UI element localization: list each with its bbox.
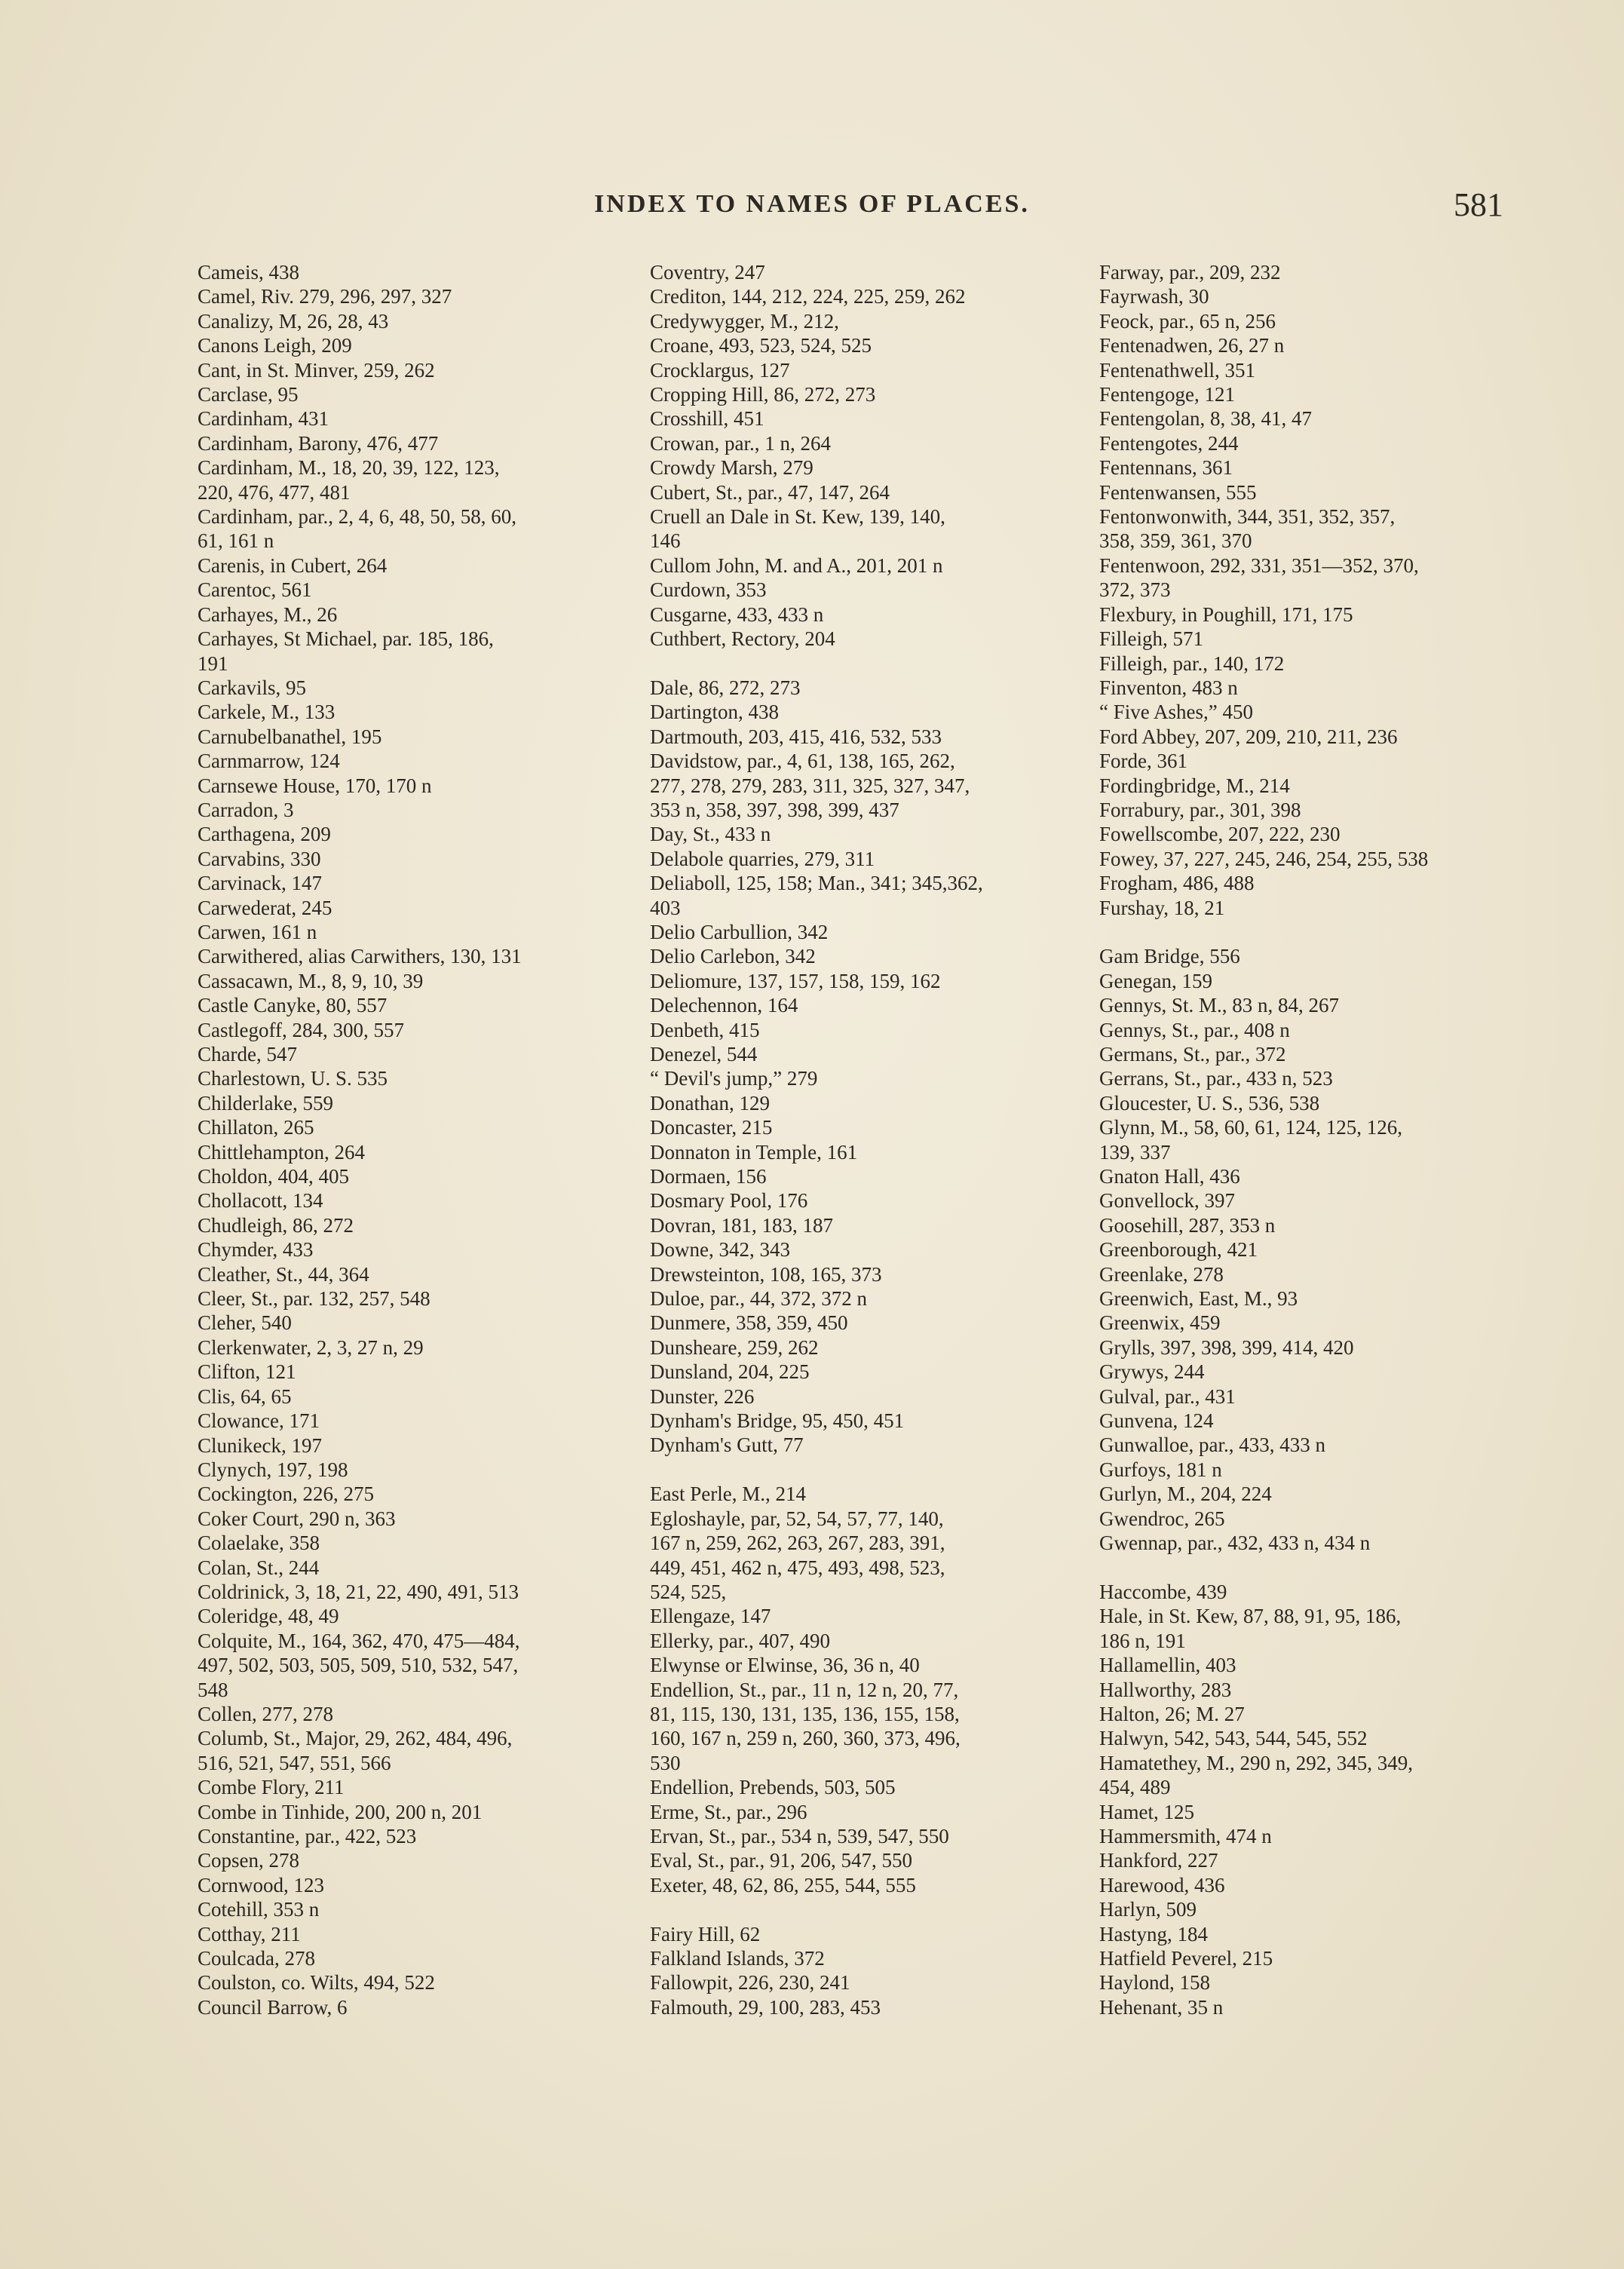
index-entry: 548: [198, 1678, 228, 1701]
index-entry: Carhayes, M., 26: [198, 603, 338, 626]
index-entry: Hatfield Peverel, 215: [1099, 1947, 1273, 1970]
index-entry: Crediton, 144, 212, 224, 225, 259, 262: [650, 285, 966, 308]
index-entry: Frogham, 486, 488: [1099, 872, 1255, 895]
index-entry: Grywys, 244: [1099, 1360, 1205, 1384]
index-entry: Coventry, 247: [650, 261, 765, 284]
index-entry: Chymder, 433: [198, 1238, 314, 1262]
page-number: 581: [1454, 186, 1503, 223]
index-entry: Day, St., 433 n: [650, 823, 771, 846]
index-column-3: [1099, 260, 1544, 2019]
index-entry: Cruell an Dale in St. Kew, 139, 140,: [650, 505, 945, 529]
index-entry: Colan, St., 244: [198, 1556, 320, 1579]
index-entry: Fentenwansen, 555: [1099, 480, 1257, 504]
section-gap: [1099, 1556, 1544, 1580]
index-entry: Crowan, par., 1 n, 264: [650, 431, 831, 455]
index-entry: Carhayes, St Michael, par. 185, 186,: [198, 627, 494, 651]
index-entry: Finventon, 483 n: [1099, 676, 1238, 699]
index-entry: Halwyn, 542, 543, 544, 545, 552: [1099, 1727, 1368, 1750]
index-entry: Fentengoge, 121: [1099, 383, 1235, 406]
index-entry: Haccombe, 439: [1099, 1580, 1227, 1603]
index-entry: Haylond, 158: [1099, 1971, 1210, 1995]
index-entry: Carradon, 3: [198, 798, 294, 821]
index-entry: Credywygger, M., 212,: [650, 309, 839, 333]
index-entry: Eval, St., par., 91, 206, 547, 550: [650, 1849, 912, 1872]
index-entry: Delechennon, 164: [650, 994, 798, 1017]
index-entry: 61, 161 n: [198, 529, 274, 553]
index-entry: Chittlehampton, 264: [198, 1140, 365, 1164]
index-entry: Fentenadwen, 26, 27 n: [1099, 334, 1285, 357]
index-entry: Carnsewe House, 170, 170 n: [198, 774, 432, 797]
index-entry: Carclase, 95: [198, 383, 299, 406]
index-entry: Dovran, 181, 183, 187: [650, 1213, 833, 1237]
index-entry: Denbeth, 415: [650, 1018, 760, 1041]
index-entry: 497, 502, 503, 505, 509, 510, 532, 547,: [198, 1654, 519, 1677]
index-entry: Coldrinick, 3, 18, 21, 22, 490, 491, 513: [198, 1580, 519, 1603]
index-entry: Combe Flory, 211: [198, 1776, 345, 1799]
index-entry: Doncaster, 215: [650, 1116, 773, 1139]
index-entry: Delabole quarries, 279, 311: [650, 847, 875, 870]
index-entry: Castlegoff, 284, 300, 557: [198, 1018, 404, 1041]
index-entry: Greenwich, East, M., 93: [1099, 1287, 1298, 1311]
index-entry: Choldon, 404, 405: [198, 1165, 350, 1188]
index-entry: Gwendroc, 265: [1099, 1507, 1225, 1530]
index-entry: Germans, St., par., 372: [1099, 1042, 1286, 1066]
index-entry: Gulval, par., 431: [1099, 1384, 1236, 1408]
index-entry: Carkavils, 95: [198, 676, 306, 699]
index-entry: Carentoc, 561: [198, 578, 312, 602]
index-entry: Fentennans, 361: [1099, 456, 1233, 480]
index-entry: 220, 476, 477, 481: [198, 480, 351, 504]
index-entry: Clerkenwater, 2, 3, 27 n, 29: [198, 1335, 424, 1359]
index-entry: Fordingbridge, M., 214: [1099, 774, 1290, 797]
index-column-2: [650, 260, 1095, 2019]
index-entry: Cockington, 226, 275: [198, 1483, 374, 1506]
index-entry: Downe, 342, 343: [650, 1238, 790, 1262]
index-entry: Cameis, 438: [198, 261, 299, 284]
index-entry: Cornwood, 123: [198, 1873, 324, 1896]
index-entry: Chollacott, 134: [198, 1189, 323, 1213]
index-entry: Fentonwonwith, 344, 351, 352, 357,: [1099, 505, 1396, 529]
index-entry: Cardinham, par., 2, 4, 6, 48, 50, 58, 60,: [198, 505, 516, 529]
index-entry: 403: [650, 896, 681, 919]
index-entry: Coulston, co. Wilts, 494, 522: [198, 1971, 435, 1995]
index-entry: Canons Leigh, 209: [198, 334, 352, 357]
index-entry: Carenis, in Cubert, 264: [198, 553, 388, 577]
index-entry: Cleer, St., par. 132, 257, 548: [198, 1287, 431, 1311]
section-gap: [1099, 920, 1544, 944]
index-entry: Dunsheare, 259, 262: [650, 1335, 819, 1359]
index-entry: 516, 521, 547, 551, 566: [198, 1751, 391, 1774]
index-entry: Camel, Riv. 279, 296, 297, 327: [198, 285, 452, 308]
index-entry: Furshay, 18, 21: [1099, 896, 1225, 919]
index-entry: Ford Abbey, 207, 209, 210, 211, 236: [1099, 725, 1398, 748]
index-entry: Hamet, 125: [1099, 1800, 1194, 1823]
index-entry: Columb, St., Major, 29, 262, 484, 496,: [198, 1727, 513, 1750]
index-entry: Cleher, 540: [198, 1311, 292, 1335]
index-entry: Dosmary Pool, 176: [650, 1189, 808, 1213]
index-entry: Ellengaze, 147: [650, 1605, 771, 1628]
index-entry: Filleigh, par., 140, 172: [1099, 652, 1285, 675]
index-entry: Crocklargus, 127: [650, 358, 790, 382]
index-entry: Gonvellock, 397: [1099, 1189, 1235, 1213]
index-entry: Clis, 64, 65: [198, 1384, 292, 1408]
index-entry: 277, 278, 279, 283, 311, 325, 327, 347,: [650, 774, 970, 797]
index-entry: Drewsteinton, 108, 165, 373: [650, 1262, 882, 1286]
index-entry: Hallworthy, 283: [1099, 1678, 1232, 1701]
index-entry: Genegan, 159: [1099, 969, 1212, 992]
index-entry: “ Devil's jump,” 279: [650, 1067, 818, 1090]
index-entry: Farway, par., 209, 232: [1099, 261, 1281, 284]
index-entry: Dunster, 226: [650, 1384, 755, 1408]
index-entry: Harlyn, 509: [1099, 1898, 1197, 1921]
index-entry: “ Five Ashes,” 450: [1099, 701, 1253, 724]
index-entry: Endellion, Prebends, 503, 505: [650, 1776, 896, 1799]
index-entry: Clifton, 121: [198, 1360, 296, 1384]
index-entry: Duloe, par., 44, 372, 372 n: [650, 1287, 867, 1311]
index-entry: 524, 525,: [650, 1580, 727, 1603]
index-entry: 146: [650, 529, 681, 553]
index-entry: Denezel, 544: [650, 1042, 758, 1066]
index-entry: East Perle, M., 214: [650, 1483, 806, 1506]
index-entry: Cleather, St., 44, 364: [198, 1262, 369, 1286]
index-entry: Glynn, M., 58, 60, 61, 124, 125, 126,: [1099, 1116, 1403, 1139]
index-entry: Gloucester, U. S., 536, 538: [1099, 1091, 1320, 1115]
index-entry: Carwederat, 245: [198, 896, 332, 919]
index-entry: Fayrwash, 30: [1099, 285, 1209, 308]
index-entry: Gerrans, St., par., 433 n, 523: [1099, 1067, 1333, 1090]
index-entry: Falmouth, 29, 100, 283, 453: [650, 1995, 881, 2019]
index-entry: Cardinham, M., 18, 20, 39, 122, 123,: [198, 456, 500, 480]
index-entry: Grylls, 397, 398, 399, 414, 420: [1099, 1335, 1354, 1359]
index-entry: 191: [198, 652, 228, 675]
index-entry: Deliomure, 137, 157, 158, 159, 162: [650, 969, 941, 992]
index-entry: Dartmouth, 203, 415, 416, 532, 533: [650, 725, 942, 748]
index-entry: Carkele, M., 133: [198, 701, 336, 724]
index-entry: Chudleigh, 86, 272: [198, 1213, 354, 1237]
index-entry: 449, 451, 462 n, 475, 493, 498, 523,: [650, 1556, 945, 1579]
index-entry: Coker Court, 290 n, 363: [198, 1507, 396, 1530]
index-entry: Hale, in St. Kew, 87, 88, 91, 95, 186,: [1099, 1605, 1402, 1628]
index-entry: Fentenathwell, 351: [1099, 358, 1255, 382]
index-entry: Deliaboll, 125, 158; Man., 341; 345,362,: [650, 872, 983, 895]
index-entry: Canalizy, M, 26, 28, 43: [198, 309, 389, 333]
index-entry: Gurlyn, M., 204, 224: [1099, 1483, 1272, 1506]
index-entry: 160, 167 n, 259 n, 260, 360, 373, 496,: [650, 1727, 961, 1750]
index-entry: Copsen, 278: [198, 1849, 299, 1872]
index-entry: 358, 359, 361, 370: [1099, 529, 1252, 553]
index-entry: Egloshayle, par, 52, 54, 57, 77, 140,: [650, 1507, 944, 1530]
index-entry: Erme, St., par., 296: [650, 1800, 807, 1823]
index-entry: 353 n, 358, 397, 398, 399, 437: [650, 798, 899, 821]
index-entry: Fowey, 37, 227, 245, 246, 254, 255, 538: [1099, 847, 1429, 870]
index-entry: Carvabins, 330: [198, 847, 321, 870]
index-entry: Gwennap, par., 432, 433 n, 434 n: [1099, 1532, 1371, 1555]
index-entry: Greenwix, 459: [1099, 1311, 1221, 1335]
index-entry: Cullom John, M. and A., 201, 201 n: [650, 553, 943, 577]
index-entry: Dartington, 438: [650, 701, 779, 724]
index-entry: Clunikeck, 197: [198, 1433, 322, 1457]
index-entry: Donathan, 129: [650, 1091, 770, 1115]
index-entry: Fallowpit, 226, 230, 241: [650, 1971, 850, 1995]
index-entry: Gunwalloe, par., 433, 433 n: [1099, 1433, 1325, 1457]
index-entry: Cuthbert, Rectory, 204: [650, 627, 835, 651]
index-entry: Cubert, St., par., 47, 147, 264: [650, 480, 890, 504]
index-entry: Halton, 26; M. 27: [1099, 1702, 1245, 1725]
index-entry: Dale, 86, 272, 273: [650, 676, 801, 699]
index-entry: Exeter, 48, 62, 86, 255, 544, 555: [650, 1873, 916, 1896]
index-entry: 454, 489: [1099, 1776, 1171, 1799]
index-entry: Carwen, 161 n: [198, 920, 317, 943]
index-entry: Delio Carlebon, 342: [650, 945, 816, 968]
index-entry: Dormaen, 156: [650, 1165, 767, 1188]
index-entry: Charlestown, U. S. 535: [198, 1067, 388, 1090]
index-entry: 81, 115, 130, 131, 135, 136, 155, 158,: [650, 1702, 960, 1725]
section-gap: [650, 1458, 1095, 1482]
index-entry: Crosshill, 451: [650, 407, 765, 431]
index-entry: Gam Bridge, 556: [1099, 945, 1240, 968]
index-entry: Fowellscombe, 207, 222, 230: [1099, 823, 1341, 846]
index-entry: Coleridge, 48, 49: [198, 1605, 339, 1628]
index-entry: Dunsland, 204, 225: [650, 1360, 810, 1384]
index-entry: Fentenwoon, 292, 331, 351—352, 370,: [1099, 553, 1419, 577]
index-entry: Council Barrow, 6: [198, 1995, 348, 2019]
index-entry: Delio Carbullion, 342: [650, 920, 829, 943]
index-entry: Cardinham, 431: [198, 407, 329, 431]
index-entry: Forrabury, par., 301, 398: [1099, 798, 1301, 821]
index-entry: Combe in Tinhide, 200, 200 n, 201: [198, 1800, 483, 1823]
index-entry: Carwithered, alias Carwithers, 130, 131: [198, 945, 522, 968]
index-entry: Cropping Hill, 86, 272, 273: [650, 383, 876, 406]
index-entry: Crowdy Marsh, 279: [650, 456, 814, 480]
index-entry: Curdown, 353: [650, 578, 767, 602]
index-entry: Hankford, 227: [1099, 1849, 1218, 1872]
index-entry: 372, 373: [1099, 578, 1171, 602]
index-entry: Hammersmith, 474 n: [1099, 1824, 1272, 1847]
index-entry: Davidstow, par., 4, 61, 138, 165, 262,: [650, 750, 955, 773]
index-column-1: [198, 260, 642, 2019]
index-entry: Clowance, 171: [198, 1409, 320, 1433]
index-entry: 167 n, 259, 262, 263, 267, 283, 391,: [650, 1532, 945, 1555]
index-entry: Endellion, St., par., 11 n, 12 n, 20, 77,: [650, 1678, 959, 1701]
index-entry: Cusgarne, 433, 433 n: [650, 603, 824, 626]
index-entry: Donnaton in Temple, 161: [650, 1140, 858, 1164]
index-entry: Croane, 493, 523, 524, 525: [650, 334, 872, 357]
index-entry: Cotthay, 211: [198, 1922, 301, 1946]
index-entry: Gunvena, 124: [1099, 1409, 1214, 1433]
index-entry: Gnaton Hall, 436: [1099, 1165, 1240, 1188]
running-title: INDEX TO NAMES OF PLACES.: [594, 190, 1030, 218]
index-entry: Elwynse or Elwinse, 36, 36 n, 40: [650, 1654, 920, 1677]
index-entry: Falkland Islands, 372: [650, 1946, 825, 1970]
index-entry: Hamatethey, M., 290 n, 292, 345, 349,: [1099, 1751, 1413, 1774]
index-entry: Cant, in St. Minver, 259, 262: [198, 358, 435, 382]
index-entry: Carthagena, 209: [198, 823, 331, 846]
index-entry: Flexbury, in Poughill, 171, 175: [1099, 603, 1353, 626]
index-entry: Hastyng, 184: [1099, 1922, 1208, 1946]
index-entry: Gennys, St. M., 83 n, 84, 267: [1099, 994, 1340, 1017]
index-entry: Clynych, 197, 198: [198, 1458, 348, 1481]
index-entry: Collen, 277, 278: [198, 1702, 333, 1725]
index-entry: 530: [650, 1751, 681, 1774]
index-entry: Coulcada, 278: [198, 1947, 315, 1970]
index-entry: Gurfoys, 181 n: [1099, 1458, 1222, 1481]
index-entry: 186 n, 191: [1099, 1629, 1186, 1652]
index-entry: Hallamellin, 403: [1099, 1654, 1236, 1677]
index-entry: Feock, par., 65 n, 256: [1099, 309, 1276, 333]
index-entry: Ellerky, par., 407, 490: [650, 1629, 830, 1652]
index-entry: Goosehill, 287, 353 n: [1099, 1213, 1276, 1237]
index-entry: Cassacawn, M., 8, 9, 10, 39: [198, 969, 424, 992]
index-entry: Childerlake, 559: [198, 1091, 333, 1115]
index-entry: Constantine, par., 422, 523: [198, 1825, 417, 1847]
index-entry: Cotehill, 353 n: [198, 1898, 320, 1921]
index-entry: Fentengolan, 8, 38, 41, 47: [1099, 407, 1312, 431]
index-entry: Greenborough, 421: [1099, 1238, 1258, 1262]
section-gap: [650, 1897, 1095, 1921]
index-entry: 139, 337: [1099, 1140, 1171, 1164]
index-entry: Ervan, St., par., 534 n, 539, 547, 550: [650, 1824, 949, 1847]
index-entry: Harewood, 436: [1099, 1873, 1225, 1896]
index-entry: Chillaton, 265: [198, 1116, 314, 1139]
index-entry: Dynham's Bridge, 95, 450, 451: [650, 1409, 905, 1433]
index-entry: Carnubelbanathel, 195: [198, 725, 382, 748]
index-entry: Dunmere, 358, 359, 450: [650, 1311, 848, 1335]
index-entry: Greenlake, 278: [1099, 1262, 1224, 1286]
index-entry: Castle Canyke, 80, 557: [198, 994, 388, 1017]
index-entry: Dynham's Gutt, 77: [650, 1433, 804, 1457]
index-entry: Forde, 361: [1099, 750, 1187, 773]
index-entry: Carvinack, 147: [198, 872, 322, 895]
index-entry: Hehenant, 35 n: [1099, 1995, 1224, 2019]
index-entry: Colquite, M., 164, 362, 470, 475—484,: [198, 1629, 520, 1652]
index-entry: Carnmarrow, 124: [198, 750, 340, 773]
section-gap: [650, 652, 1095, 676]
index-entry: Cardinham, Barony, 476, 477: [198, 431, 439, 455]
index-entry: Colaelake, 358: [198, 1532, 320, 1555]
index-entry: Filleigh, 571: [1099, 627, 1204, 651]
index-entry: Charde, 547: [198, 1043, 297, 1066]
index-entry: Gennys, St., par., 408 n: [1099, 1018, 1290, 1041]
index-entry: Fairy Hill, 62: [650, 1922, 761, 1946]
index-entry: Fentengotes, 244: [1099, 431, 1239, 455]
